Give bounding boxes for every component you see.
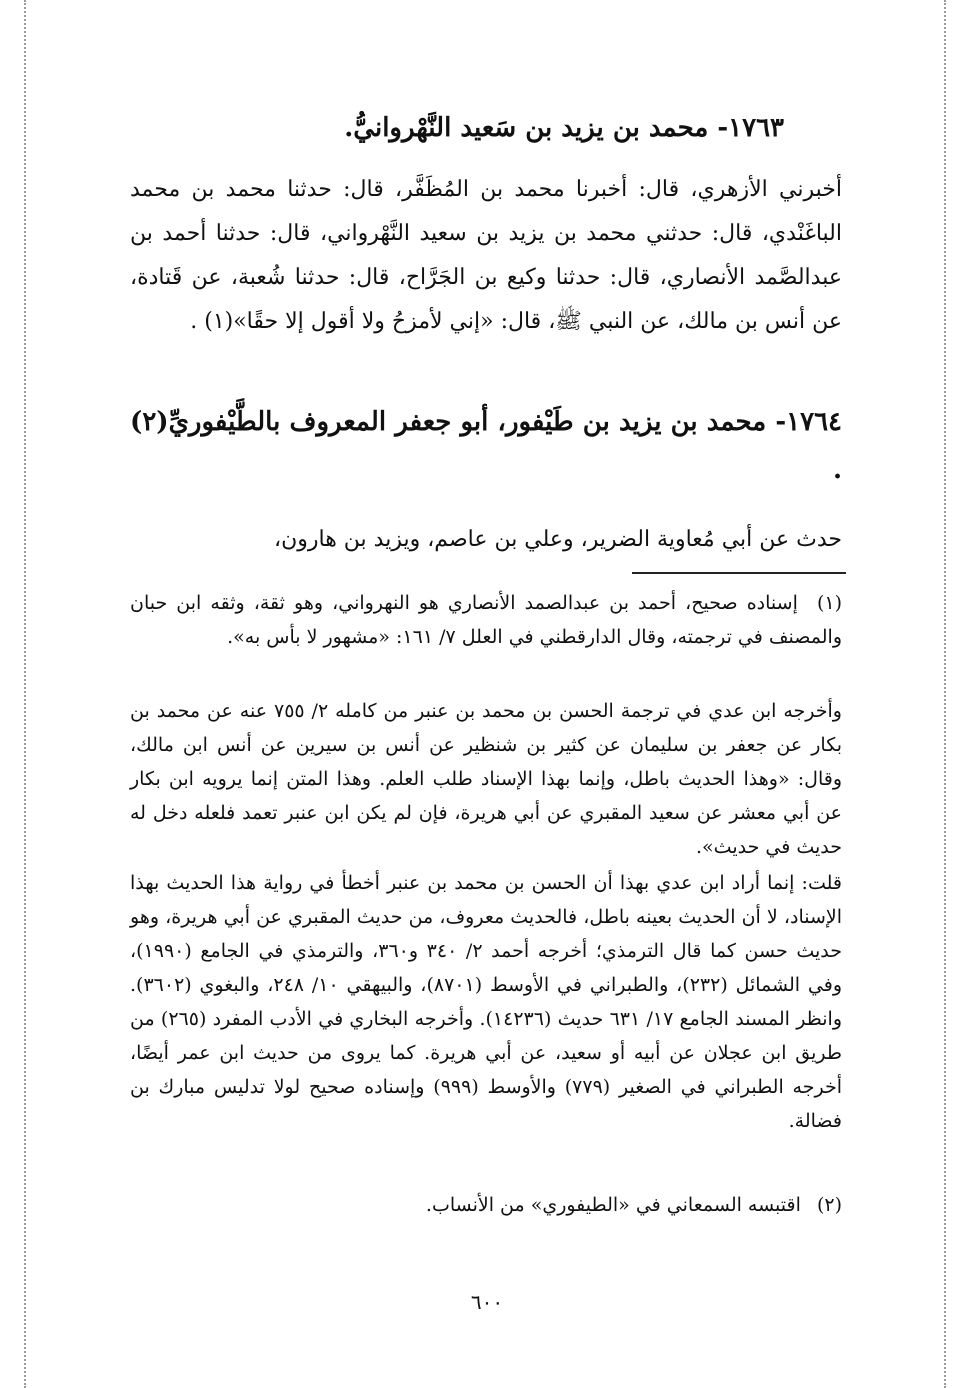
footnote-1-marker: (١) [816, 592, 842, 614]
entry-title-1763: ١٧٦٣- محمد بن يزيد بن سَعيد النَّهْروانيُّ. [344, 113, 784, 143]
footnote-2-marker: (٢) [816, 1194, 842, 1216]
entry-text-1764: حدث عن أبي مُعاوية الضرير، وعلي بن عاصم، ويزيد بن هارون، [273, 527, 842, 552]
footnote-separator [632, 572, 846, 574]
footnote-1-paragraph-2: وأخرجه ابن عدي في ترجمة الحسن بن محمد بن عنبر من كامله ٢/ ٧٥٥ عنه عن محمد بن بكار عن جعفر بن سليمان عن كثير بن شنظير عن أنس بن سيرين عن أنس ابن مالك، وقال: «وهذا الحديث باطل، وإنما بهذا الإسناد طلب العلم. وهذا المتن إنما يرويه ابن بكار عن أبي معشر عن سعيد المقبري عن أبي هريرة، فإن لم يكن ابن عنبر تعمد فلعله دخل له حديث في حديث». [130, 700, 842, 858]
page-number: ٦٠٠ [470, 1290, 504, 1314]
footnote-2-text: اقتبسه السمعاني في «الطيفوري» من الأنساب. [425, 1194, 801, 1216]
footnote-1 [130, 586, 842, 654]
scan-edge-right [944, 0, 946, 1388]
entry-title-1764: ١٧٦٤- محمد بن يزيد بن طَيْفور، أبو جعفر المعروف بالطَّيْفوريِّ(٢) . [130, 407, 842, 485]
footnote-2 [130, 1188, 842, 1222]
scan-edge-left [24, 0, 26, 1388]
footnote-1-paragraph-3: قلت: إنما أراد ابن عدي بهذا أن الحسن بن محمد بن عنبر أخطأ في رواية هذا الحديث بهذا الإسناد، لا أن الحديث بعينه باطل، فالحديث معروف، من حديث المقبري عن أبي هريرة، وهو حديث حسن كما قال الترمذي؛ أخرجه أحمد ٢/ ٣٤٠ و٣٦٠، والترمذي في الجامع (١٩٩٠)، وفي الشمائل (٢٣٢)، والطبراني في الأوسط (٨٧٠١)، والبيهقي ١٠/ ٢٤٨، والبغوي (٣٦٠٢). وانظر المسند الجامع ١٧/ ٦٣١ حديث (١٤٢٣٦). وأخرجه البخاري في الأدب المفرد (٢٦٥) من طريق ابن عجلان عن أبيه أو سعيد، عن أبي هريرة. كما يروى من حديث ابن عمر أيضًا، أخرجه الطبراني في الصغير (٧٧٩) والأوسط (٩٩٩) وإسناده صحيح لولا تدليس مبارك بن فضالة. [130, 872, 843, 1132]
footnote-1-paragraph-1: إسناده صحيح، أحمد بن عبدالصمد الأنصاري هو النهرواني، وهو ثقة، وثقه ابن حبان والمصنف في ترجمته، وقال الدارقطني في العلل ٧/ ١٦١: «مشهور لا بأس به». [130, 592, 842, 648]
entry-text-1763: أخبرني الأزهري، قال: أخبرنا محمد بن المُظَفَّر، قال: حدثنا محمد بن محمد الباغَنْدي، قال: حدثني محمد بن يزيد بن سعيد النَّهْرواني، قال: حدثنا أحمد بن عبدالصَّمد الأنصاري، قال: حدثنا وكيع بن الجَرَّاح، قال: حدثنا شُعبة، عن قَتادة، عن أنس بن مالك، عن النبي ﷺ، قال: «إني لأمزحُ ولا أقول إلا حقًا»(١) . [130, 177, 842, 334]
